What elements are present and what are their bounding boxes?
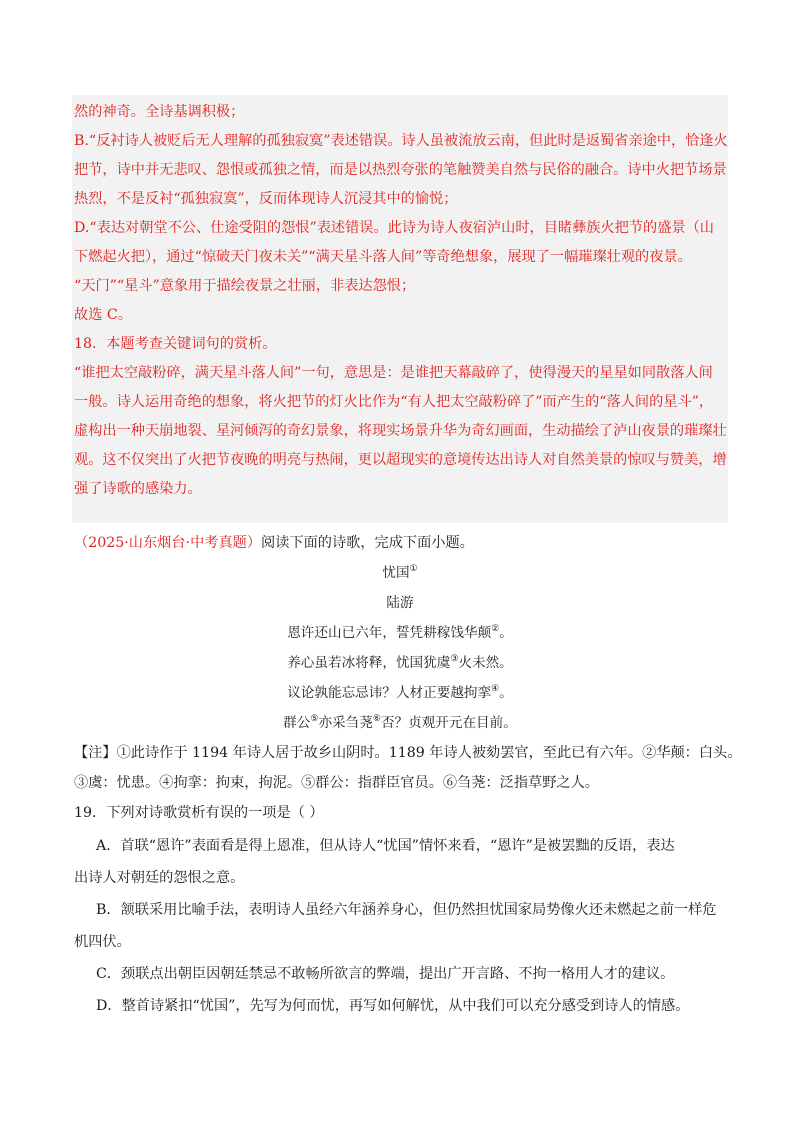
answer-line: “天门”“星斗”意象用于描绘夜景之壮丽，非表达怨恨； <box>74 278 416 294</box>
answer-line: 18．本题考查关键词句的赏析。 <box>74 336 277 352</box>
answer-line: 故选 C。 <box>74 307 132 323</box>
option-c: C．颈联点出朝臣因朝廷禁忌不敢畅所欲言的弊端，提出广开言路、不拘一格用人才的建议。 <box>96 966 675 982</box>
answer-line: 观。这不仅突出了火把节夜晚的明亮与热闹，更以超现实的意境传达出诗人对自然美景的惊叹与赞美，增 <box>74 452 727 468</box>
question-stem: 19．下列对诗歌赏析有误的一项是（ ） <box>74 805 324 821</box>
answer-line: 虚构出一种天崩地裂、星河倾泻的奇幻景象，将现实场景升华为奇幻画面，生动描绘了泸山夜景的璀璨壮 <box>74 423 727 439</box>
option-b-cont: 机四伏。 <box>74 934 131 950</box>
question-intro <box>74 533 474 553</box>
question-intro-text: 阅读下面的诗歌，完成下面小题。 <box>261 535 474 551</box>
answer-line: 一般。诗人运用奇绝的想象，将火把节的灯火比作为“有人把太空敲粉碎了”而产生的“落人间的星斗”， <box>74 394 714 410</box>
answer-line: B.“反衬诗人被贬后无人理解的孤独寂寞”表述错误。诗人虽被流放云南，但此时是返蜀省亲途中，恰逢火 <box>74 133 728 149</box>
option-a-cont: 出诗人对朝廷的怨恨之意。 <box>74 870 245 886</box>
note-marker: ③ <box>450 654 459 664</box>
question-source: （2025·山东烟台·中考真题） <box>74 535 262 551</box>
option-d: D．整首诗紧扣“忧国”，先写为何而忧，再写如何解忧，从中我们可以充分感受到诗人的情感。 <box>96 998 690 1014</box>
note-marker: ① <box>409 564 418 574</box>
answer-line: “谁把太空敲粉碎，满天星斗落人间”一句，意思是：是谁把天幕敲碎了，使得漫天的星星如同散落人间 <box>74 365 713 381</box>
note-marker: ⑤ <box>310 714 319 724</box>
note-marker: ② <box>491 624 500 634</box>
answer-line: 把节，诗中并无悲叹、怨恨或孤独之情，而是以热烈夸张的笔触赞美自然与民俗的融合。诗中火把节场景 <box>74 162 727 178</box>
answer-line: 强了诗歌的感染力。 <box>74 481 202 497</box>
note-marker: ④ <box>491 684 500 694</box>
option-a: A．首联“恩许”表面看是得上恩准，但从诗人“忧国”情怀来看，“恩许”是被罢黜的反语，表达 <box>96 838 675 854</box>
answer-line: 下燃起火把），通过“惊破天门夜未关”“满天星斗落人间”等奇绝想象，展现了一幅璀璨壮观的夜景。 <box>74 249 692 265</box>
notes-line: 【注】①此诗作于 1194 年诗人居于故乡山阴时。1189 年诗人被劾罢官，至此已有六年。②华颠：白头。 <box>74 745 742 761</box>
option-b: B．颔联采用比喻手法，表明诗人虽经六年涵养身心，但仍然担忧国家局势像火还未燃起之前一样危 <box>96 902 717 918</box>
poem-title: 忧国① <box>382 564 418 581</box>
poem-line: 议论孰能忘忌讳？人材正要越拘挛④。 <box>287 684 513 701</box>
answer-line: D.“表达对朝堂不公、仕途受阻的怨恨”表述错误。此诗为诗人夜宿泸山时，目睹彝族火把节的盛景（山 <box>74 220 714 236</box>
poem-line: 恩许还山已六年，誓凭耕稼饯华颠②。 <box>287 624 513 641</box>
notes-line: ③虞：忧患。④拘挛：拘束，拘泥。⑤群公：指群臣官员。⑥刍荛：泛指草野之人。 <box>74 775 599 791</box>
answer-line: 热烈，不是反衬“孤独寂寞”，反而体现诗人沉浸其中的愉悦； <box>74 191 458 207</box>
poem-line: 群公⑤亦采刍荛⑥否？贞观开元在目前。 <box>283 714 517 731</box>
answer-line: 然的神奇。全诗基调积极； <box>74 104 245 120</box>
poem-line: 养心虽若冰将释，忧国犹虞③火未然。 <box>287 654 513 671</box>
note-marker: ⑥ <box>372 714 381 724</box>
poem-author: 陆游 <box>386 595 414 611</box>
